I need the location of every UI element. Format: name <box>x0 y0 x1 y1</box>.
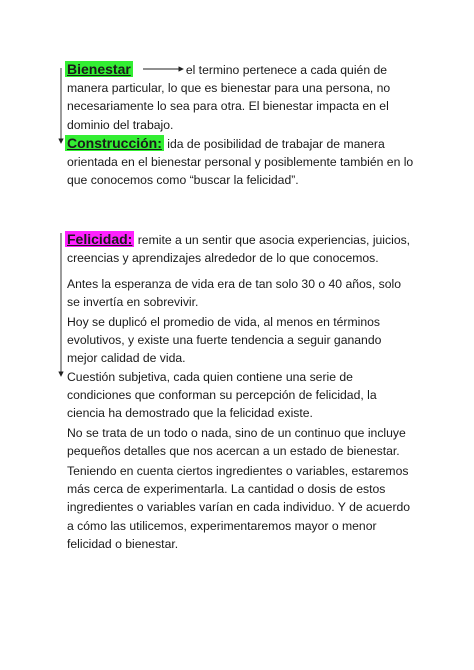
felicidad-body: remite a un sentir que asocia experiencias, juicios, creencias y aprendizajes alrededor de lo que conocemos. <box>67 233 411 266</box>
paragraph: Cuestión subjetiva, cada quien contiene una serie de condiciones que conforman su percepción de felicidad, la ciencia ha demostrado que la felicidad existe. <box>67 370 377 421</box>
bienestar-first-line <box>67 60 417 79</box>
construccion-body: ida de posibilidad de trabajar de manera orientada en el bienestar personal y posiblemente también en lo que conocemos como “buscar la felicidad”. <box>67 137 414 188</box>
paragraph: Antes la esperanza de vida era de tan solo 30 o 40 años, solo se invertía en sobrevivir. <box>67 277 402 310</box>
section-felicidad <box>67 230 417 267</box>
term-bienestar: Bienestar <box>67 61 131 77</box>
term-felicidad: Felicidad: <box>67 231 133 247</box>
section-bienestar <box>67 60 417 134</box>
bienestar-body: manera particular, lo que es bienestar para una persona, no necesariamente lo sea para otra. El bienestar impacta en el dominio del trabajo. <box>67 81 391 132</box>
bienestar-line1-text: el termino pertenece a cada quién de <box>185 63 388 77</box>
section-construccion <box>67 134 417 190</box>
paragraph: No se trata de un todo o nada, sino de un continuo que incluye pequeños detalles que nos acercan a un estado de bienestar. <box>67 426 406 459</box>
term-construccion: Construcción: <box>67 135 162 151</box>
paragraph: Teniendo en cuenta ciertos ingredientes o variables, estaremos más cerca de experimentarla. La cantidad o dosis de estos ingredientes o variables varían en cada individuo. Y de acuerdo a cómo las utilicemos, experimentaremos mayor o menor felicidad o bienestar. <box>67 464 411 551</box>
paragraph: Hoy se duplicó el promedio de vida, al menos en términos evolutivos, y existe una fuerte tendencia a seguir ganando mejor calidad de vida. <box>67 315 382 366</box>
